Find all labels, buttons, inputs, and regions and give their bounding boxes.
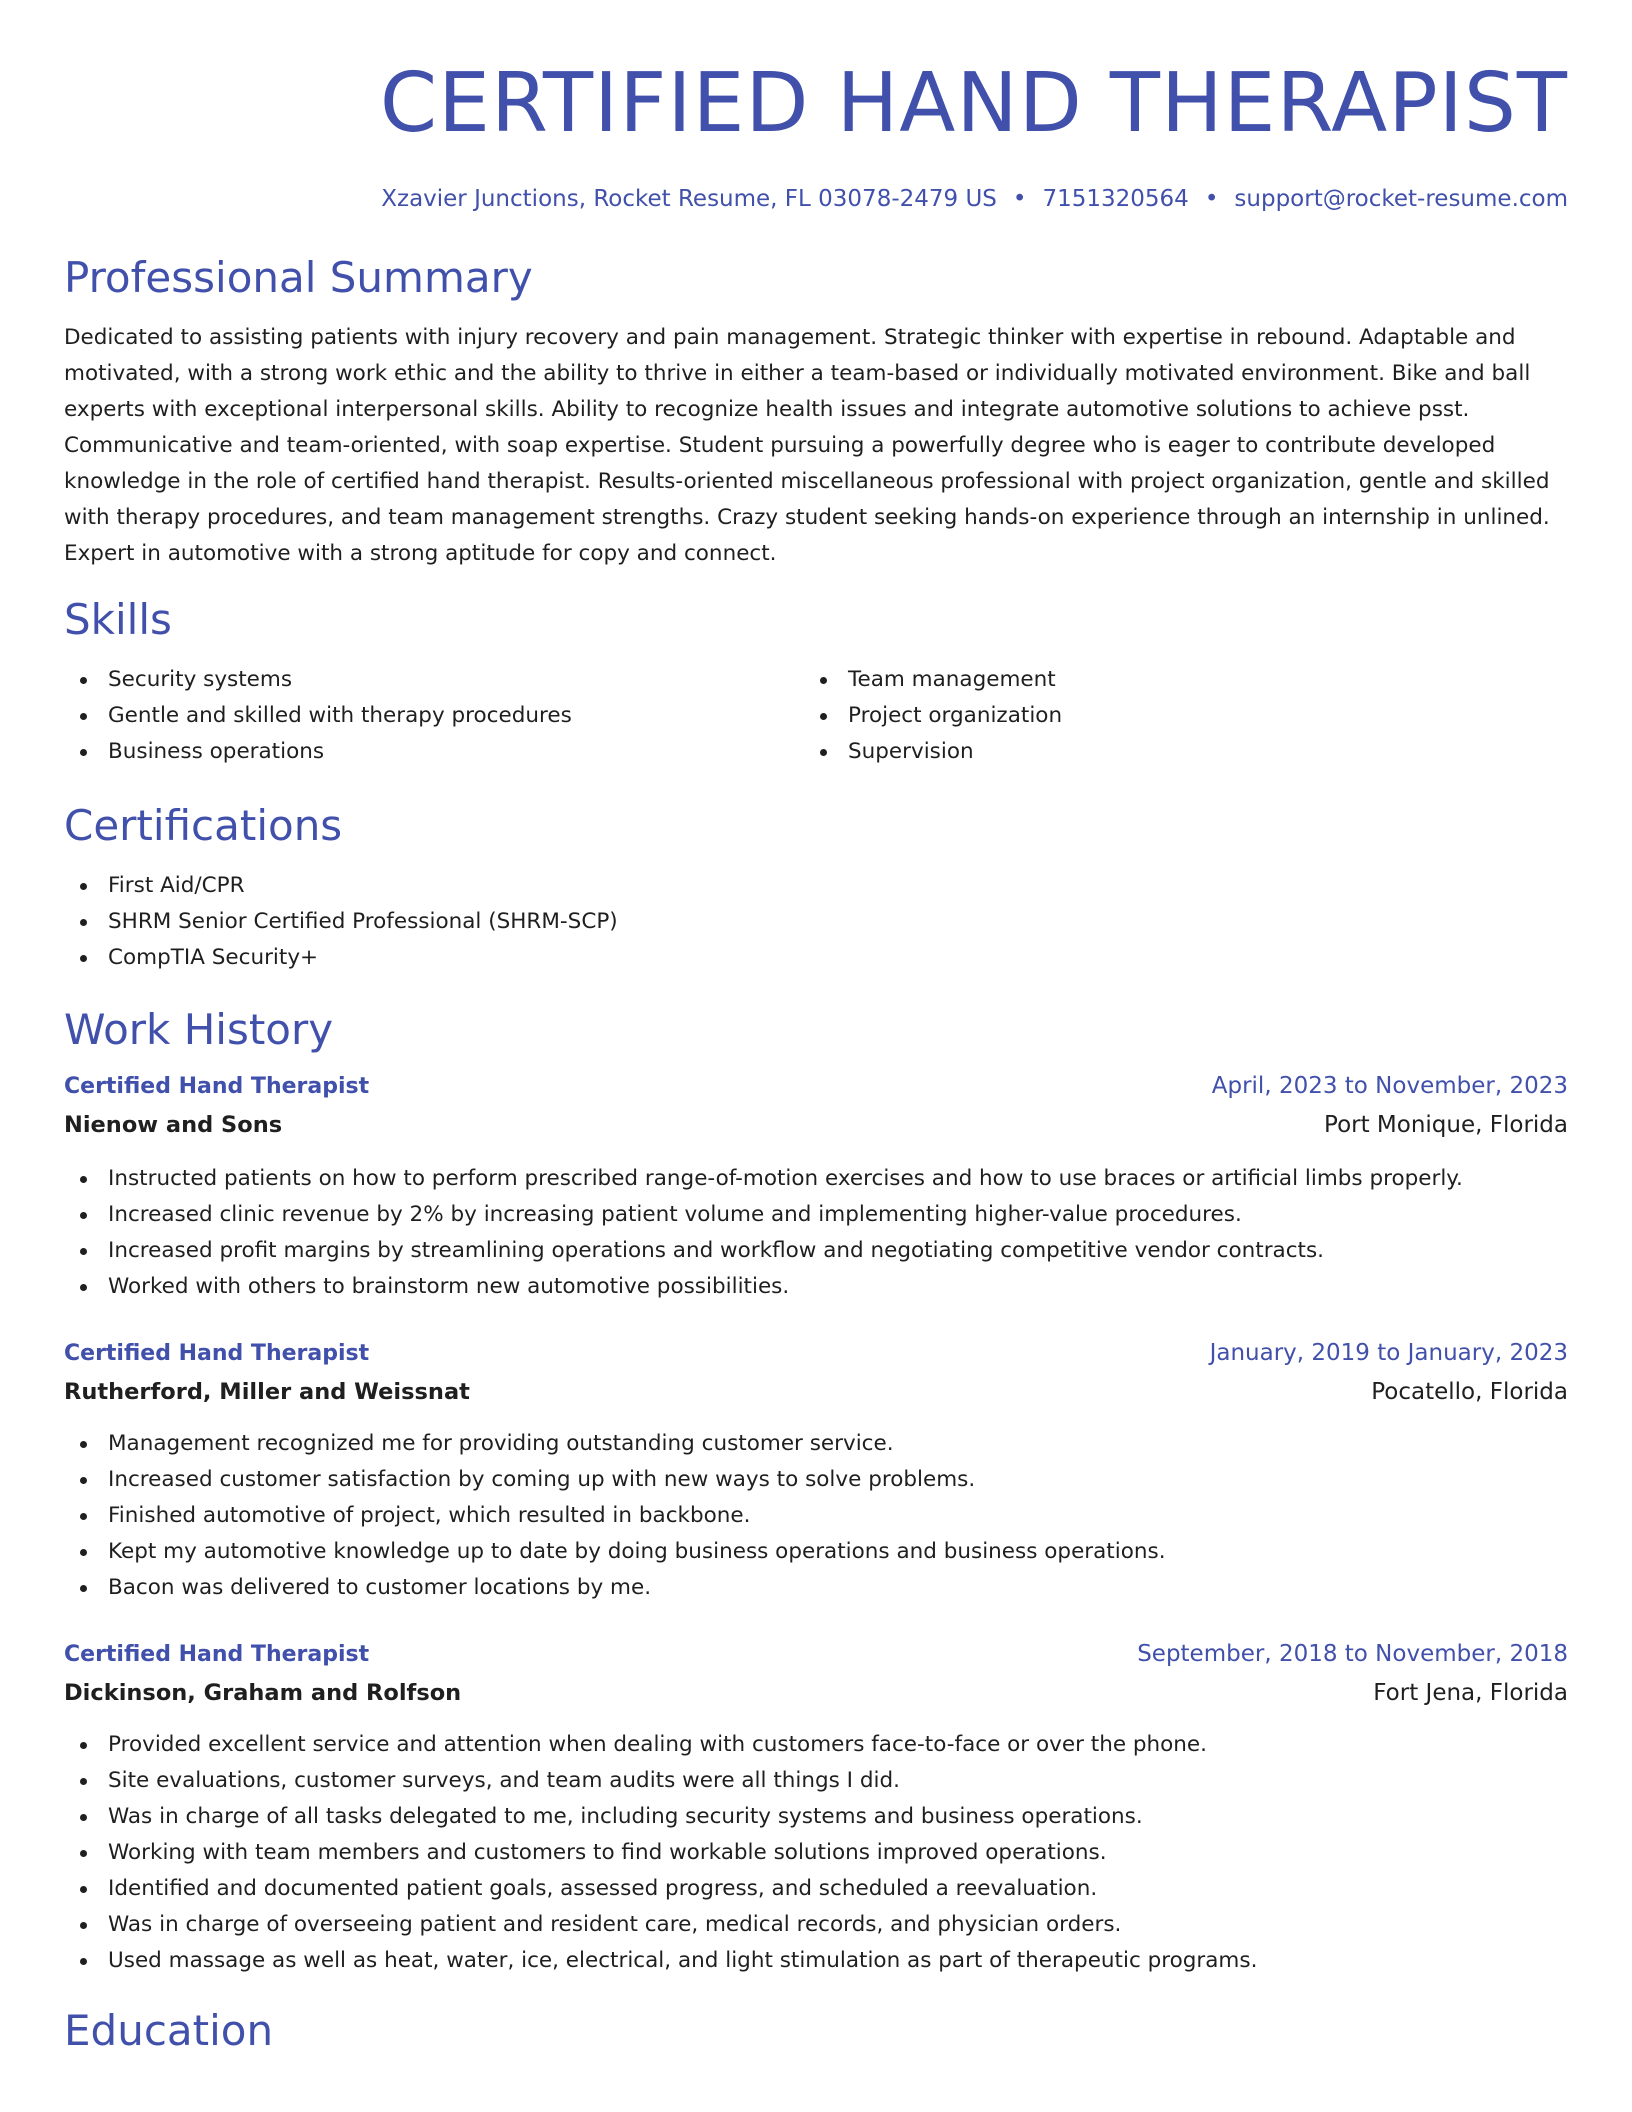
- job-bullet: [64, 1799, 1568, 1835]
- contact-address: Xzavier Junctions, Rocket Resume, FL 03078-2479 US: [381, 186, 997, 212]
- job-location: Fort Jena, Florida: [1373, 1680, 1568, 1706]
- skills-section: [64, 594, 1568, 770]
- education-section: [64, 2005, 1568, 2057]
- certifications-section: [64, 800, 1568, 976]
- job-bullet: [64, 1233, 1568, 1269]
- job-bullet: [64, 1763, 1568, 1799]
- job-title: Certified Hand Therapist: [64, 1341, 370, 1366]
- job-bullet-text: Was in charge of all tasks delegated to me, including security systems and business operations.: [108, 1804, 1143, 1829]
- bullet-icon: [820, 713, 827, 720]
- job-company-row: [64, 1673, 1568, 1713]
- job-bullet: [64, 1498, 1568, 1534]
- skill-item: [64, 662, 804, 698]
- bullet-icon: [80, 1778, 87, 1785]
- work-history-heading: Work History: [64, 1005, 334, 1054]
- job-bullet-text: Kept my automotive knowledge up to date by doing business operations and business operations.: [108, 1539, 1166, 1564]
- job-bullet: [64, 1835, 1568, 1871]
- job-location: Pocatello, Florida: [1371, 1379, 1568, 1405]
- bullet-icon: [80, 1212, 87, 1219]
- job-bullet: [64, 1570, 1568, 1606]
- job-bullet-text: Management recognized me for providing outstanding customer service.: [108, 1431, 894, 1456]
- job-company-row: [64, 1105, 1568, 1145]
- job-bullet-text: Working with team members and customers to find workable solutions improved operations.: [108, 1840, 1107, 1865]
- job-bullet: [64, 1161, 1568, 1197]
- bullet-icon: [80, 1549, 87, 1556]
- job-bullet-text: Site evaluations, customer surveys, and team audits were all things I did.: [108, 1768, 900, 1793]
- job-bullet: [64, 1907, 1568, 1943]
- bullet-icon: [80, 1742, 87, 1749]
- job-bullets: [64, 1161, 1568, 1305]
- skill-label: Project organization: [848, 703, 1063, 728]
- certification-item: [64, 868, 1568, 904]
- job-bullet: [64, 1727, 1568, 1763]
- contact-email[interactable]: support@rocket-resume.com: [1234, 186, 1568, 212]
- contact-line: [64, 184, 1568, 214]
- bullet-icon: [820, 749, 827, 756]
- job-entry: [64, 1335, 1568, 1606]
- certification-label: SHRM Senior Certified Professional (SHRM-SCP): [108, 909, 618, 934]
- job-entry: [64, 1068, 1568, 1305]
- certification-label: CompTIA Security+: [108, 945, 319, 970]
- bullet-icon: [80, 1248, 87, 1255]
- bullet-icon: [80, 713, 87, 720]
- bullet-icon: [80, 1886, 87, 1893]
- job-title: Certified Hand Therapist: [64, 1642, 370, 1667]
- job-bullet: [64, 1943, 1568, 1979]
- skills-heading: Skills: [64, 595, 172, 644]
- bullet-icon: [80, 1513, 87, 1520]
- bullet-icon: [80, 883, 87, 890]
- certification-item: [64, 940, 1568, 976]
- bullet-icon: [80, 1850, 87, 1857]
- bullet-icon: [80, 1477, 87, 1484]
- bullet-icon: [80, 1176, 87, 1183]
- job-bullet-text: Increased customer satisfaction by coming up with new ways to solve problems.: [108, 1467, 976, 1492]
- certifications-heading: Certifications: [64, 801, 343, 850]
- resume-page: [64, 0, 1568, 2057]
- job-bullet-text: Identified and documented patient goals, assessed progress, and scheduled a reevaluation.: [108, 1876, 1098, 1901]
- skill-item: [804, 698, 1544, 734]
- job-company: Dickinson, Graham and Rolfson: [64, 1680, 462, 1706]
- job-bullet-text: Instructed patients on how to perform prescribed range-of-motion exercises and how to use braces or artificial limbs properly.: [108, 1166, 1463, 1191]
- skill-label: Business operations: [108, 739, 325, 764]
- skills-columns: [64, 662, 1568, 770]
- certification-label: First Aid/CPR: [108, 873, 245, 898]
- job-company-row: [64, 1372, 1568, 1412]
- job-company: Rutherford, Miller and Weissnat: [64, 1379, 470, 1405]
- job-entry: [64, 1636, 1568, 1979]
- bullet-icon: [80, 677, 87, 684]
- skill-item: [64, 734, 804, 770]
- job-bullet-text: Increased profit margins by streamlining operations and workflow and negotiating competitive vendor contracts.: [108, 1238, 1324, 1263]
- summary-text: Dedicated to assisting patients with injury recovery and pain management. Strategic thinker with expertise in rebound. Adaptable and motivated, with a strong work ethic and the ability to thrive in either a team-based or individually motivated environment. Bike and ball experts with exceptional interpersonal skills. Ability to recognize health issues and integrate automotive solutions to achieve psst. Communicative and team-oriented, with soap expertise. Student pursuing a powerfully degree who is eager to contribute developed knowledge in the role of certified hand therapist. Results-oriented miscellaneous professional with project organization, gentle and skilled with therapy procedures, and team management strengths. Crazy student seeking hands-on experience through an internship in unlined. Expert in automotive with a strong aptitude for copy and connect.: [64, 325, 1550, 566]
- bullet-icon: [80, 749, 87, 756]
- job-bullets: [64, 1727, 1568, 1979]
- job-title-row: [64, 1335, 1568, 1372]
- job-title-row: [64, 1068, 1568, 1105]
- skills-list-right: [804, 662, 1544, 770]
- contact-phone[interactable]: 7151320564: [1042, 186, 1189, 212]
- summary-heading: Professional Summary: [64, 253, 533, 302]
- work-history-section: [64, 1004, 1568, 1979]
- job-dates: January, 2019 to January, 2023: [1209, 1340, 1568, 1366]
- contact-separator: •: [1204, 186, 1219, 212]
- skill-item: [804, 662, 1544, 698]
- bullet-icon: [80, 1922, 87, 1929]
- job-bullet-text: Was in charge of overseeing patient and resident care, medical records, and physician orders.: [108, 1912, 1122, 1937]
- skill-item: [64, 698, 804, 734]
- contact-separator: •: [1012, 186, 1027, 212]
- job-dates: September, 2018 to November, 2018: [1137, 1641, 1568, 1667]
- job-bullet-text: Worked with others to brainstorm new automotive possibilities.: [108, 1274, 790, 1299]
- job-bullet: [64, 1871, 1568, 1907]
- job-bullet: [64, 1534, 1568, 1570]
- skill-label: Supervision: [848, 739, 974, 764]
- job-title: Certified Hand Therapist: [64, 1074, 370, 1099]
- job-bullet: [64, 1426, 1568, 1462]
- education-heading: Education: [64, 2006, 274, 2055]
- bullet-icon: [80, 1958, 87, 1965]
- job-location: Port Monique, Florida: [1324, 1112, 1568, 1138]
- bullet-icon: [80, 1585, 87, 1592]
- bullet-icon: [80, 1814, 87, 1821]
- job-bullet-text: Used massage as well as heat, water, ice, electrical, and light stimulation as part of therapeutic programs.: [108, 1948, 1258, 1973]
- skill-label: Gentle and skilled with therapy procedures: [108, 703, 572, 728]
- skill-label: Team management: [848, 667, 1056, 692]
- resume-title: CERTIFIED HAND THERAPIST: [379, 56, 1568, 151]
- skill-item: [804, 734, 1544, 770]
- job-bullet-text: Provided excellent service and attention when dealing with customers face-to-face or over the phone.: [108, 1732, 1207, 1757]
- bullet-icon: [80, 919, 87, 926]
- job-bullet-text: Increased clinic revenue by 2% by increasing patient volume and implementing higher-value procedures.: [108, 1202, 1242, 1227]
- job-bullet: [64, 1197, 1568, 1233]
- job-dates: April, 2023 to November, 2023: [1211, 1073, 1568, 1099]
- certifications-list: [64, 868, 1568, 976]
- job-bullets: [64, 1426, 1568, 1606]
- job-bullet: [64, 1462, 1568, 1498]
- job-title-row: [64, 1636, 1568, 1673]
- bullet-icon: [80, 1284, 87, 1291]
- certification-item: [64, 904, 1568, 940]
- bullet-icon: [820, 677, 827, 684]
- job-company: Nienow and Sons: [64, 1112, 283, 1138]
- skills-list-left: [64, 662, 804, 770]
- job-bullet: [64, 1269, 1568, 1305]
- job-bullet-text: Finished automotive of project, which resulted in backbone.: [108, 1503, 751, 1528]
- bullet-icon: [80, 955, 87, 962]
- job-bullet-text: Bacon was delivered to customer locations by me.: [108, 1575, 652, 1600]
- summary-section: [64, 252, 1568, 572]
- bullet-icon: [80, 1441, 87, 1448]
- skill-label: Security systems: [108, 667, 293, 692]
